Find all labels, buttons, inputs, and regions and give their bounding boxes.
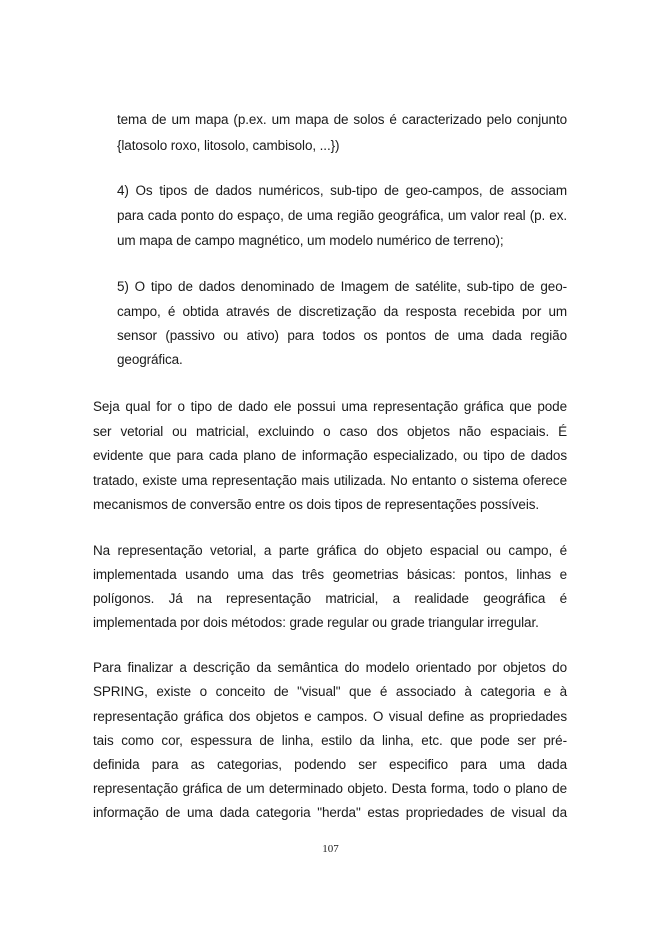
text-line: definida para as categorias, podendo ser especifico para uma dada — [93, 757, 567, 772]
text-line: tais como cor, espessura de linha, estilo da linha, etc. que pode ser pré- — [93, 733, 567, 748]
text-line: polígonos. Já na representação matricial, a realidade geográfica é — [93, 591, 567, 606]
text-line: {latosolo roxo, litosolo, cambisolo, ...}) — [117, 138, 340, 153]
text-line: implementada usando uma das três geometrias básicas: pontos, linhas e — [93, 567, 567, 582]
text-line: 4) Os tipos de dados numéricos, sub-tipo de geo-campos, de associam — [117, 183, 567, 198]
text-line: Seja qual for o tipo de dado ele possui uma representação gráfica que pode — [93, 399, 567, 414]
page-number: 107 — [322, 843, 339, 855]
text-line: sensor (passivo ou ativo) para todos os pontos de uma dada região — [117, 328, 567, 343]
text-line: SPRING, existe o conceito de "visual" que é associado à categoria e à — [93, 684, 567, 699]
text-line: representação gráfica de um determinado objeto. Desta forma, todo o plano de — [93, 781, 567, 796]
text-line: tratado, existe uma representação mais utilizada. No entanto o sistema oferece — [93, 473, 567, 488]
text-line: tema de um mapa (p.ex. um mapa de solos é caracterizado pelo conjunto — [117, 112, 567, 127]
text-line: implementada por dois métodos: grade regular ou grade triangular irregular. — [93, 615, 539, 630]
text-line: Na representação vetorial, a parte gráfica do objeto espacial ou campo, é — [93, 543, 567, 558]
text-line: 5) O tipo de dados denominado de Imagem de satélite, sub-tipo de geo- — [117, 279, 567, 294]
text-line: representação gráfica dos objetos e campos. O visual define as propriedades — [93, 709, 567, 724]
text-line: mecanismos de conversão entre os dois tipos de representações possíveis. — [93, 497, 540, 512]
text-line: um mapa de campo magnético, um modelo numérico de terreno); — [117, 233, 504, 248]
text-line: evidente que para cada plano de informação especializado, ou tipo de dados — [93, 448, 567, 463]
text-line: ser vetorial ou matricial, excluindo o caso dos objetos não espaciais. É — [93, 424, 567, 439]
text-line: informação de uma dada categoria "herda" estas propriedades de visual da — [93, 805, 567, 820]
text-line: para cada ponto do espaço, de uma região geográfica, um valor real (p. ex. — [117, 208, 567, 223]
text-line: geográfica. — [117, 352, 183, 367]
text-line: Para finalizar a descrição da semântica do modelo orientado por objetos do — [93, 660, 567, 675]
text-line: campo, é obtida através de discretização da resposta recebida por um — [117, 304, 567, 319]
